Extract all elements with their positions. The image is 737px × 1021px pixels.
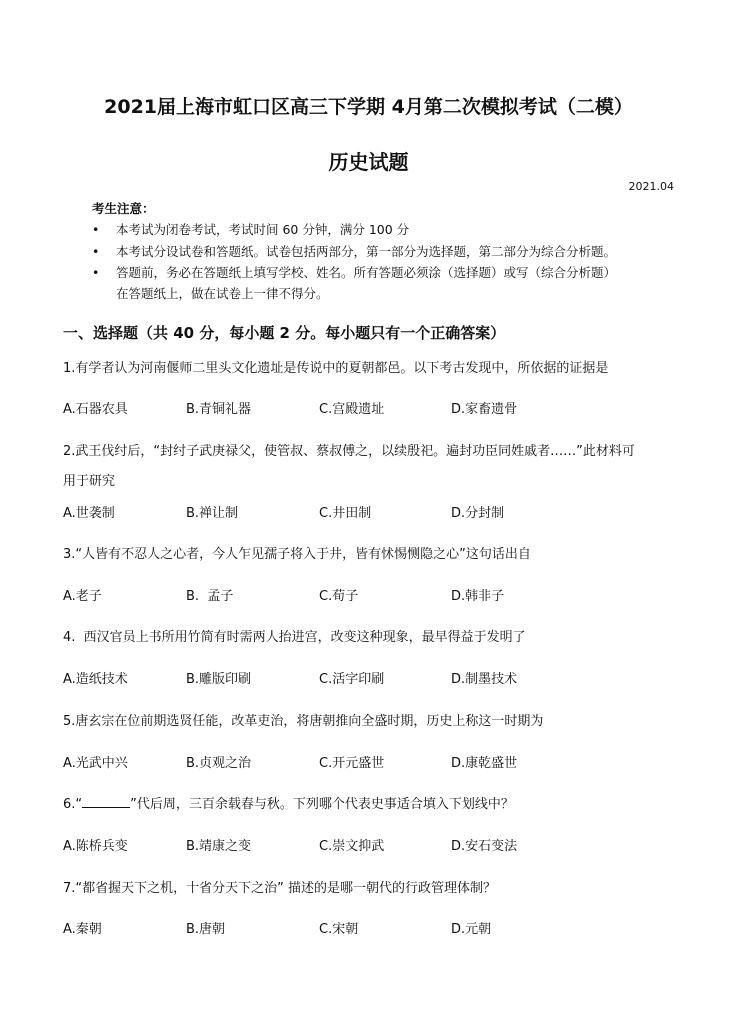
question-text: 1.有学者认为河南偃师二里头文化遗址是传说中的夏朝都邑。以下考古发现中，所依据的证据是 — [63, 361, 609, 376]
option-a: A.陈桥兵变 — [63, 839, 128, 854]
option-b: B.青铜礼器 — [186, 402, 252, 417]
option-c: C.宋朝 — [319, 922, 359, 937]
option-d: D.元朝 — [451, 922, 492, 937]
option-d: D.韩非子 — [451, 589, 505, 604]
option-a: A.造纸技术 — [63, 672, 128, 687]
option-d: D.康乾盛世 — [451, 756, 518, 771]
option-b: B.禅让制 — [186, 506, 239, 521]
exam-date: 2021.04 — [628, 180, 674, 193]
section-heading: 一、选择题（共 40 分，每小题 2 分。每小题只有一个正确答案） — [63, 324, 506, 342]
notice-item-continuation: 在答题纸上，做在试卷上一律不得分。 — [116, 286, 329, 301]
page-subtitle: 历史试题 — [328, 150, 409, 174]
question-text: 3.“人皆有不忍人之心者，今人乍见孺子将入于井，皆有怵惕恻隐之心”这句话出自 — [63, 547, 531, 562]
bullet-icon: • — [92, 222, 100, 237]
question-text: 7.“都省握天下之机，十省分天下之治” 描述的是哪一朝代的行政管理体制？ — [63, 881, 497, 896]
notice-heading: 考生注意： — [92, 201, 155, 216]
option-a: A.光武中兴 — [63, 756, 128, 771]
option-d: D.分封制 — [451, 506, 505, 521]
page-title: 2021届上海市虹口区高三下学期 4月第二次模拟考试（二模） — [104, 96, 633, 118]
option-a: A.石器农具 — [63, 402, 128, 417]
question-text: 2.武王伐纣后，“封纣子武庚禄父，使管叔、蔡叔傅之，以续殷祀。遍封功臣同姓戚者……”此材料可 — [63, 444, 635, 459]
option-d: D.家畜遗骨 — [451, 402, 518, 417]
question-text: 4. 西汉官员上书所用竹简有时需两人抬进宫，改变这种现象，最早得益于发明了 — [63, 630, 526, 645]
question-text: 6.“ ”代后周，三百余载春与秋。下列哪个代表史事适合填入下划线中？ — [63, 793, 514, 812]
option-d: D.安石变法 — [451, 839, 518, 854]
option-b: B. 孟子 — [186, 589, 234, 604]
bullet-icon: • — [92, 265, 100, 280]
notice-item: • 本考试为闭卷考试，考试时间 60 分钟，满分 100 分 — [92, 222, 410, 237]
option-a: A.老子 — [63, 589, 102, 604]
bullet-icon: • — [92, 244, 100, 259]
question-text-continuation: 用于研究 — [63, 474, 116, 489]
option-a: A.秦朝 — [63, 922, 102, 937]
option-b: B.靖康之变 — [186, 839, 252, 854]
option-c: C.荀子 — [319, 589, 359, 604]
notice-item: • 答题前，务必在答题纸上填写学校、姓名。所有答题必须涂（选择题）或写（综合分析题） — [92, 265, 617, 280]
question-text: 5.唐玄宗在位前期选贤任能，改革吏治，将唐朝推向全盛时期，历史上称这一时期为 — [63, 714, 544, 729]
option-b: B.贞观之治 — [186, 756, 252, 771]
option-d: D.制墨技术 — [451, 672, 518, 687]
option-c: C.开元盛世 — [319, 756, 385, 771]
option-b: B.雕版印刷 — [186, 672, 252, 687]
fill-in-blank — [82, 793, 130, 808]
option-c: C.崇文抑武 — [319, 839, 385, 854]
notice-item: • 本考试分设试卷和答题纸。试卷包括两部分，第一部分为选择题，第二部分为综合分析题。 — [92, 244, 617, 259]
option-b: B.唐朝 — [186, 922, 226, 937]
option-c: C.井田制 — [319, 506, 372, 521]
option-a: A.世袭制 — [63, 506, 115, 521]
option-c: C.宫殿遗址 — [319, 402, 385, 417]
option-c: C.活字印刷 — [319, 672, 385, 687]
